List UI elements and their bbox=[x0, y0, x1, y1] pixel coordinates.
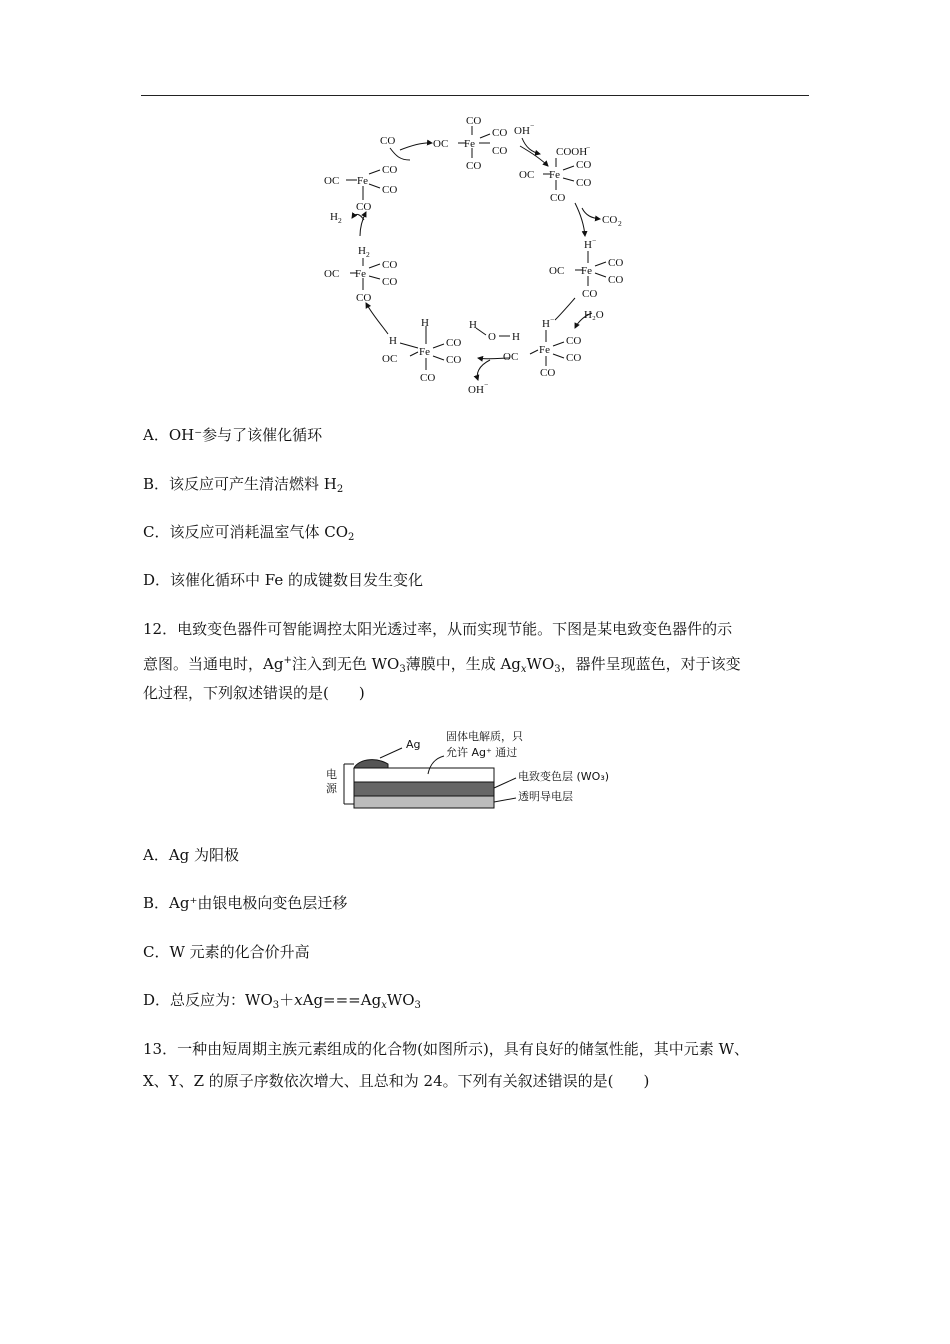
cycle-arrow-2 bbox=[520, 146, 548, 166]
svg-text:−: − bbox=[592, 236, 597, 245]
svg-text:CO: CO bbox=[576, 177, 592, 189]
question-13-line-1: 13．一种由短周期主族元素组成的化合物(如图所示)，具有良好的储氢性能，其中元素 W、 bbox=[143, 1040, 749, 1058]
svg-text:CO: CO bbox=[602, 214, 618, 226]
q12-option-b: B．Ag⁺由银电极向变色层迁移 bbox=[143, 894, 348, 912]
q12-option-c: C．W 元素的化合价升高 bbox=[143, 943, 310, 961]
svg-text:电: 电 bbox=[326, 768, 337, 781]
co2-release-curve bbox=[582, 208, 600, 219]
cycle-arrow-1 bbox=[400, 143, 432, 150]
svg-text:CO: CO bbox=[356, 201, 372, 213]
svg-text:−: − bbox=[484, 380, 489, 389]
svg-text:CO: CO bbox=[356, 292, 372, 304]
q12-option-a: A．Ag 为阳极 bbox=[143, 846, 240, 864]
svg-text:OC: OC bbox=[549, 265, 565, 277]
svg-text:OC: OC bbox=[382, 353, 398, 365]
q12-option-d: D．总反应为：$WO_3+xAg===Ag_xWO_3$ bbox=[143, 991, 421, 1011]
svg-text:CO: CO bbox=[466, 160, 482, 172]
svg-text:Fe: Fe bbox=[464, 138, 475, 150]
svg-text:CO: CO bbox=[446, 337, 462, 349]
svg-text:CO: CO bbox=[382, 184, 398, 196]
svg-text:Fe: Fe bbox=[581, 265, 592, 277]
svg-text:透明导电层: 透明导电层 bbox=[518, 790, 573, 803]
svg-text:OC: OC bbox=[433, 138, 449, 150]
svg-text:COOH: COOH bbox=[556, 146, 588, 158]
catalytic-cycle-diagram bbox=[300, 108, 640, 400]
svg-text:H: H bbox=[421, 317, 429, 329]
svg-text:H₂O: H₂O bbox=[584, 309, 604, 321]
svg-text:OC: OC bbox=[519, 169, 535, 181]
svg-text:−: − bbox=[586, 143, 591, 152]
question-13-line-2: X、Y、Z 的原子序数依次增大、且总和为 24。下列有关叙述错误的是( ) bbox=[143, 1072, 650, 1090]
svg-text:O: O bbox=[488, 331, 496, 343]
svg-text:H: H bbox=[469, 319, 477, 331]
svg-text:CO: CO bbox=[540, 367, 556, 379]
svg-text:H: H bbox=[330, 211, 338, 223]
cycle-arrow-4 bbox=[555, 298, 575, 320]
svg-text:CO: CO bbox=[492, 145, 508, 157]
svg-text:CO: CO bbox=[420, 372, 436, 384]
silver-electrode bbox=[354, 760, 388, 768]
svg-text:电致变色层 (WO₃): 电致变色层 (WO₃) bbox=[518, 770, 610, 783]
h2-release-curve bbox=[352, 214, 364, 220]
oh-attach-curve bbox=[522, 138, 540, 154]
svg-text:H: H bbox=[584, 239, 592, 251]
question-12-line-3: 化过程，下列叙述错误的是( ) bbox=[143, 684, 365, 702]
svg-text:Fe: Fe bbox=[357, 175, 368, 187]
svg-text:CO: CO bbox=[382, 164, 398, 176]
svg-text:CO: CO bbox=[446, 354, 462, 366]
electrochromic-layer bbox=[354, 782, 494, 796]
electrochromic-device-diagram bbox=[318, 728, 638, 816]
svg-text:CO: CO bbox=[382, 259, 398, 271]
svg-text:CO: CO bbox=[382, 276, 398, 288]
svg-text:CO: CO bbox=[550, 192, 566, 204]
svg-text:2: 2 bbox=[618, 219, 622, 228]
svg-text:允许 Ag⁺ 通过: 允许 Ag⁺ 通过 bbox=[446, 746, 518, 759]
svg-text:CO: CO bbox=[582, 288, 598, 300]
svg-text:H: H bbox=[542, 318, 550, 330]
svg-text:−: − bbox=[530, 121, 535, 130]
svg-text:固体电解质，只: 固体电解质，只 bbox=[446, 730, 523, 743]
svg-text:CO: CO bbox=[466, 115, 482, 127]
svg-text:OC: OC bbox=[324, 268, 340, 280]
svg-text:CO: CO bbox=[608, 257, 624, 269]
svg-text:Fe: Fe bbox=[355, 268, 366, 280]
solid-electrolyte-layer bbox=[354, 768, 494, 782]
oh-release-curve bbox=[477, 360, 490, 380]
svg-text:CO: CO bbox=[608, 274, 624, 286]
svg-text:Fe: Fe bbox=[549, 169, 560, 181]
svg-text:CO: CO bbox=[566, 352, 582, 364]
svg-text:H: H bbox=[512, 331, 520, 343]
svg-text:CO: CO bbox=[566, 335, 582, 347]
svg-text:CO: CO bbox=[576, 159, 592, 171]
svg-text:Fe: Fe bbox=[539, 344, 550, 356]
svg-text:−: − bbox=[550, 315, 555, 324]
svg-text:Fe: Fe bbox=[419, 346, 430, 358]
option-b: B．该反应可产生清洁燃料 $H_2$ bbox=[143, 475, 344, 495]
question-12-line-1: 12．电致变色器件可智能调控太阳光透过率，从而实现节能。下图是某电致变色器件的示 bbox=[143, 620, 733, 638]
svg-text:CO: CO bbox=[492, 127, 508, 139]
svg-text:Ag: Ag bbox=[406, 738, 421, 751]
svg-text:CO: CO bbox=[380, 135, 396, 147]
svg-text:2: 2 bbox=[338, 216, 342, 225]
svg-text:H: H bbox=[389, 335, 397, 347]
cycle-arrow-3 bbox=[575, 203, 585, 236]
question-12-line-2: 意图。当通电时，Ag+注入到无色 $WO_3$薄膜中，生成 $Ag_xWO_3$，器件呈现蓝色，对于该变 bbox=[143, 655, 741, 675]
svg-text:OC: OC bbox=[503, 351, 519, 363]
option-c: C．该反应可消耗温室气体 $CO_2$ bbox=[143, 523, 355, 543]
option-d: D．该催化循环中 Fe 的成键数目发生变化 bbox=[143, 571, 424, 589]
cycle-arrow-6 bbox=[366, 303, 388, 334]
svg-text:H: H bbox=[358, 245, 366, 257]
svg-text:OH: OH bbox=[468, 384, 484, 396]
option-a: A．OH⁻参与了该催化循环 bbox=[143, 426, 323, 444]
svg-text:OC: OC bbox=[324, 175, 340, 187]
svg-text:2: 2 bbox=[366, 250, 370, 259]
conductive-layer bbox=[354, 796, 494, 808]
svg-text:OH: OH bbox=[514, 125, 530, 137]
svg-text:源: 源 bbox=[326, 782, 337, 795]
top-rule bbox=[141, 95, 809, 96]
